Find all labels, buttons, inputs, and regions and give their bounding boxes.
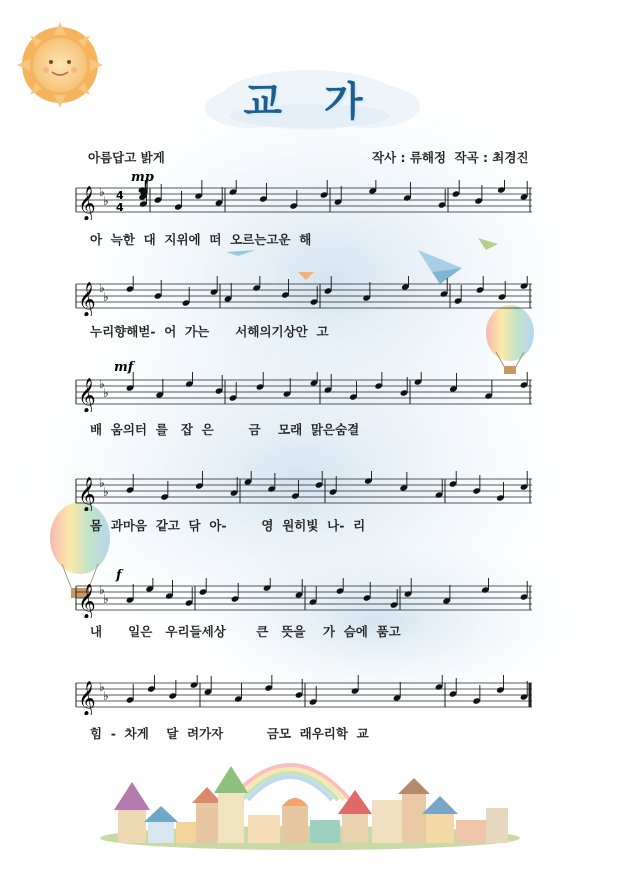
dynamic-marking: mp [131,170,154,185]
time-signature-bottom: 4 [116,201,124,214]
treble-clef-icon: 𝄞 [78,378,96,412]
lyricist-credit: 작사 : 류해정 [372,150,447,165]
treble-clef-icon: 𝄞 [78,477,96,511]
composer-credit: 작곡 : 최경진 [454,150,529,165]
credits [372,148,533,166]
page-title: 교 가 [243,79,377,125]
lyric-line: 배 움의터 를 잡 은 금 모래 맑은숨결 [90,422,360,437]
dynamic-marking: mf [114,360,134,375]
music-staff [72,471,542,511]
treble-clef-icon: 𝄞 [78,584,96,618]
music-staff [72,276,542,316]
flat-sign-icon: ♭ [99,476,105,490]
lyric-line: 누리향해벋- 어 가는 서해의기상안 고 [90,324,329,339]
lyric-line: 몸 과마음 같고 닦 아- 영 원히빛 나- 리 [90,518,366,533]
flat-sign-icon: ♭ [99,680,105,694]
music-staff [72,372,542,412]
treble-clef-icon: 𝄞 [78,681,96,715]
flat-sign-icon: ♭ [99,377,105,391]
village-illustration [100,765,520,850]
flat-sign-icon: ♭ [103,592,109,606]
flat-sign-icon: ♭ [99,185,105,199]
music-staff [72,180,542,220]
flat-sign-icon: ♭ [103,290,109,304]
lyric-line: 힘 - 차게 달 려가자 금모 래우리학 교 [90,726,369,741]
dynamic-marking: f [116,568,122,583]
flat-sign-icon: ♭ [103,386,109,400]
music-staff [72,675,542,715]
sun-icon [17,22,103,108]
time-signature-top: 4 [116,189,124,202]
flat-sign-icon: ♭ [99,281,105,295]
flat-sign-icon: ♭ [99,583,105,597]
lyric-line: 내 일은 우리들세상 큰 뜻을 가 슴에 품고 [90,624,401,639]
treble-clef-icon: 𝄞 [78,186,96,220]
flat-sign-icon: ♭ [103,485,109,499]
tempo-marking: 아름답고 밝게 [88,150,165,165]
flat-sign-icon: ♭ [103,689,109,703]
music-staff [72,578,542,618]
lyric-line: 아 늑한 대 지위에 떠 오르는고운 해 [90,232,312,247]
flat-sign-icon: ♭ [103,194,109,208]
treble-clef-icon: 𝄞 [78,282,96,316]
